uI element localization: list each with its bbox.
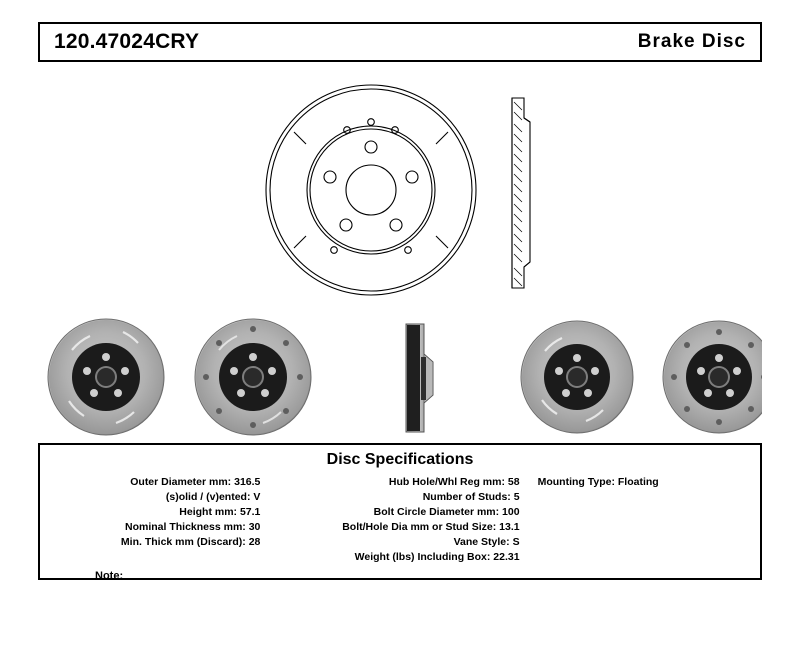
header-bar bbox=[38, 22, 762, 62]
spec-value: 58 bbox=[507, 476, 520, 488]
disc-specifications-box bbox=[38, 443, 762, 580]
spec-title: Disc Specifications bbox=[326, 451, 474, 468]
part-number: 120.47024CRY bbox=[54, 30, 200, 53]
rotor-photo-drilled-right bbox=[663, 321, 762, 433]
spec-label: Vane Style: bbox=[453, 536, 510, 548]
spec-value: Floating bbox=[617, 476, 659, 488]
spec-label: Bolt/Hole Dia mm or Stud Size: bbox=[342, 521, 497, 533]
main-rotor-edge-section-view bbox=[512, 98, 530, 288]
spec-columns bbox=[40, 475, 760, 565]
spec-label: Hub Hole/Whl Reg mm: bbox=[388, 476, 505, 488]
spec-value: 5 bbox=[513, 491, 520, 503]
spec-label: Bolt Circle Diameter mm: bbox=[373, 506, 500, 518]
spec-value: V bbox=[253, 491, 261, 503]
rotor-photo-slotted-left bbox=[48, 319, 164, 435]
product-type: Brake Disc bbox=[637, 31, 746, 52]
rotor-illustrations bbox=[38, 62, 762, 442]
spec-row bbox=[270, 535, 519, 550]
spec-row bbox=[40, 490, 260, 505]
rotor-photo-slotted-right bbox=[521, 321, 633, 433]
rotor-photo-edge-profile bbox=[406, 324, 433, 432]
rotor-photo-drilled-slotted bbox=[195, 319, 311, 435]
spec-label: Min. Thick mm (Discard): bbox=[120, 536, 246, 548]
spec-row bbox=[270, 520, 519, 535]
spec-row bbox=[40, 520, 260, 535]
spec-label: Outer Diameter mm: bbox=[130, 476, 232, 488]
spec-row bbox=[270, 505, 519, 520]
spec-value: S bbox=[512, 536, 520, 548]
note-row bbox=[95, 570, 123, 582]
spec-value: 28 bbox=[248, 536, 261, 548]
note-label: Note: bbox=[95, 570, 124, 582]
spec-row bbox=[270, 550, 519, 565]
spec-row bbox=[538, 475, 760, 490]
spec-label: Height mm: bbox=[179, 506, 238, 518]
spec-label: (s)olid / (v)ented: bbox=[165, 491, 251, 503]
spec-column-left bbox=[40, 475, 270, 565]
spec-row bbox=[40, 535, 260, 550]
spec-row bbox=[270, 475, 519, 490]
spec-value: 316.5 bbox=[234, 476, 261, 488]
spec-column-right bbox=[530, 475, 760, 565]
spec-label: Weight (lbs) Including Box: bbox=[354, 551, 491, 563]
spec-value: 30 bbox=[248, 521, 261, 533]
spec-label: Nominal Thickness mm: bbox=[125, 521, 246, 533]
drawing-area bbox=[38, 62, 762, 442]
spec-row bbox=[270, 490, 519, 505]
spec-row bbox=[40, 505, 260, 520]
main-rotor-face-view bbox=[266, 85, 476, 295]
spec-value: 13.1 bbox=[499, 521, 520, 533]
spec-column-middle bbox=[270, 475, 529, 565]
spec-value: 100 bbox=[502, 506, 520, 518]
spec-value: 57.1 bbox=[239, 506, 261, 518]
spec-value: 22.31 bbox=[493, 551, 520, 563]
spec-label: Number of Studs: bbox=[422, 491, 511, 503]
spec-label: Mounting Type: bbox=[537, 476, 615, 488]
spec-row bbox=[40, 475, 260, 490]
